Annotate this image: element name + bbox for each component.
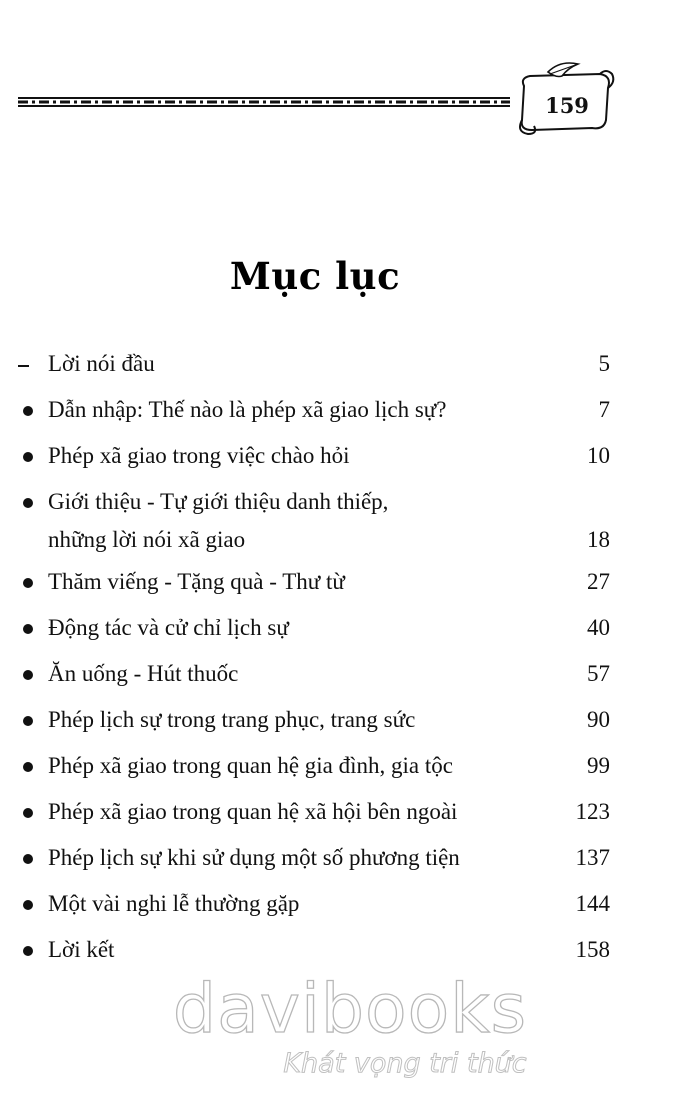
toc-entry-title: Lời kết: [48, 937, 115, 962]
page-title: Mục lục: [229, 254, 401, 298]
toc-entry-page: 137: [575, 845, 610, 870]
toc-entry-title: Phép lịch sự khi sử dụng một số phương tiện: [48, 845, 460, 870]
page-number: 159: [545, 93, 589, 118]
bullet-marker: [23, 762, 33, 772]
toc-entry-title: Động tác và cử chỉ lịch sự: [48, 615, 289, 640]
bullet-marker: [23, 808, 33, 818]
bullet-marker: [23, 624, 33, 634]
toc-entry-title: Thăm viếng - Tặng quà - Thư từ: [48, 569, 345, 594]
toc-entry: [0, 932, 700, 970]
toc-entry-page: 27: [587, 569, 610, 594]
toc-entry-title: Giới thiệu - Tự giới thiệu danh thiếp,: [48, 489, 389, 514]
bullet-marker: [23, 406, 33, 416]
toc-entry: [0, 794, 700, 832]
toc-entry-page: 7: [598, 397, 610, 422]
watermark-slogan: Khát vọng tri thức: [283, 1048, 527, 1079]
bullet-marker: [23, 452, 33, 462]
toc-entry-title: Phép lịch sự trong trang phục, trang sức: [48, 707, 416, 732]
toc-entry-title: Một vài nghi lễ thường gặp: [48, 891, 300, 916]
toc-entry: [0, 840, 700, 878]
toc-entry-title: Phép xã giao trong quan hệ xã hội bên ngoài: [48, 799, 458, 824]
toc-entry-title: Ăn uống - Hút thuốc: [48, 661, 239, 686]
toc-entry-title: những lời nói xã giao: [48, 527, 246, 552]
bullet-marker: [23, 900, 33, 910]
toc-entry-page: 57: [587, 661, 610, 686]
toc-entry-page: 10: [587, 443, 610, 468]
toc-entry-page: 158: [575, 937, 610, 962]
toc-entry: [0, 748, 700, 786]
toc-entry-title: Lời nói đầu: [48, 351, 155, 376]
toc-entry-title: Phép xã giao trong quan hệ gia đình, gia tộc: [48, 753, 453, 778]
toc-entry-page: 99: [587, 753, 610, 778]
toc-entry-page: 90: [587, 707, 610, 732]
toc-entry-title: Phép xã giao trong việc chào hỏi: [48, 443, 350, 468]
toc-entry: [0, 484, 700, 560]
toc-entry: [0, 702, 700, 740]
bullet-marker: [23, 498, 33, 508]
toc-entry: [0, 346, 700, 384]
bullet-marker: [23, 946, 33, 956]
bullet-marker: [23, 578, 33, 588]
toc-entry: [0, 564, 700, 602]
toc-entry: [0, 656, 700, 694]
watermark-brand: davibooks: [172, 970, 528, 1049]
dash-marker: [18, 365, 29, 367]
bullet-marker: [23, 716, 33, 726]
toc-entry-page: 144: [575, 891, 610, 916]
bullet-marker: [23, 854, 33, 864]
watermark: [150, 968, 550, 1080]
toc-entry: [0, 610, 700, 648]
toc-entry-title: Dẫn nhập: Thế nào là phép xã giao lịch sự?: [48, 397, 447, 422]
toc-entry-page: 18: [587, 527, 610, 552]
toc-entry: [0, 392, 700, 430]
toc-entry: [0, 886, 700, 924]
toc-entry: [0, 438, 700, 476]
toc-entry-page: 40: [587, 615, 610, 640]
toc-entry-page: 5: [598, 351, 610, 376]
bullet-marker: [23, 670, 33, 680]
toc-entry-page: 123: [575, 799, 610, 824]
